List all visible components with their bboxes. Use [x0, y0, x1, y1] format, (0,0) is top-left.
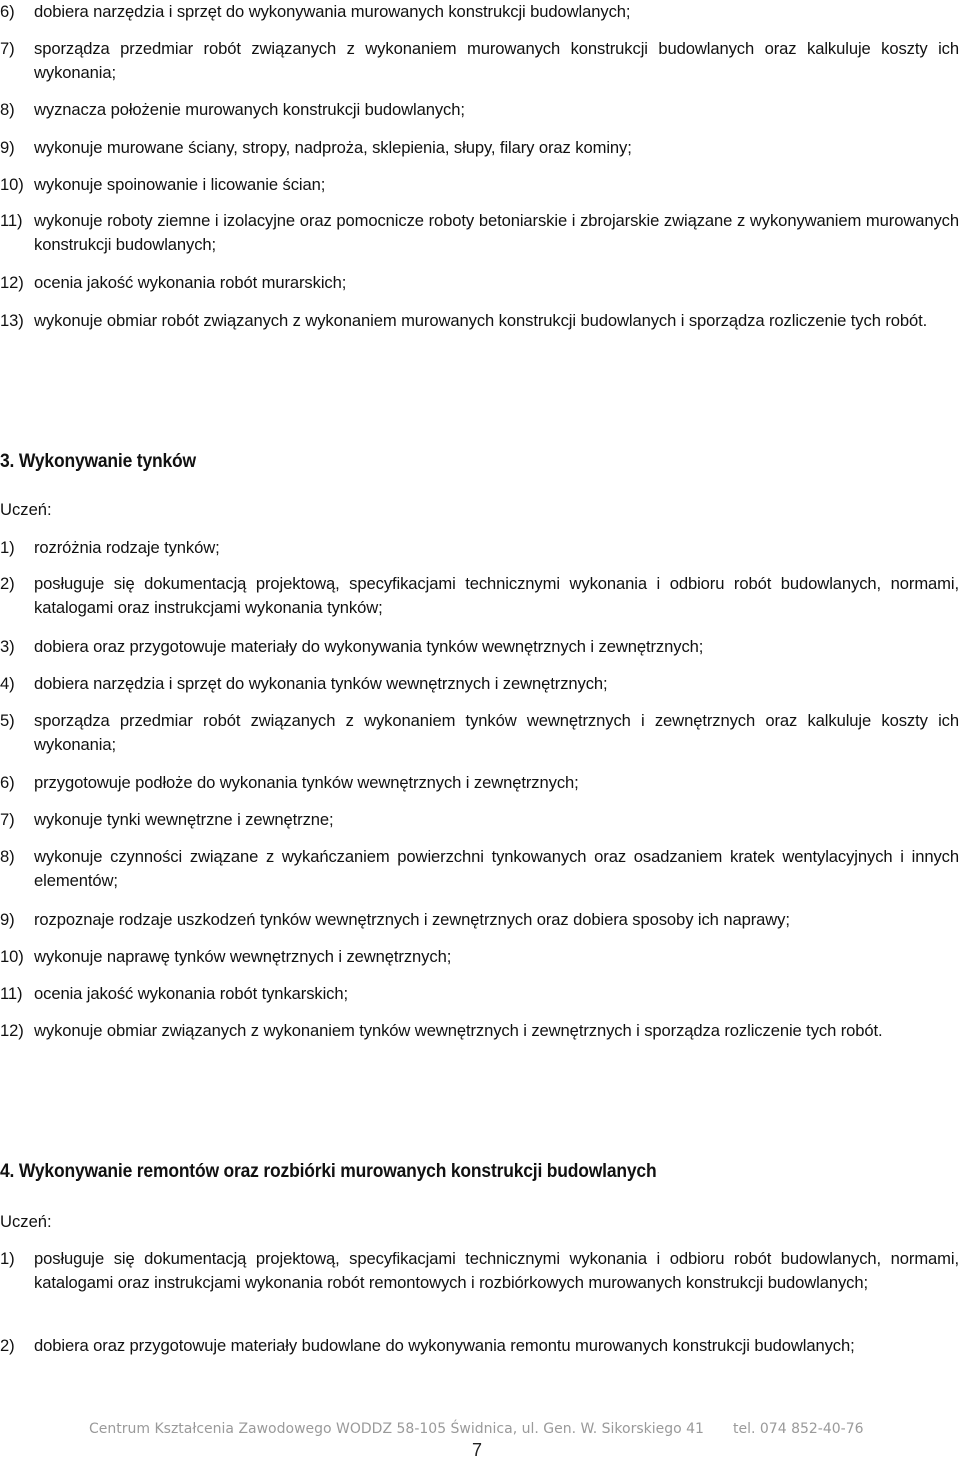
- item-text: dobiera oraz przygotowuje materiały do wykonywania tynków wewnętrznych i zewnętrznych;: [34, 637, 704, 656]
- section-label: Uczeń:: [0, 1212, 52, 1231]
- item-text: posługuje się dokumentacją projektową, specyfikacjami technicznymi wykonania i odbioru robót budowlanych, normami, katalogami oraz instrukcjami wykonania tynków;: [34, 574, 959, 617]
- list-item: [0, 945, 959, 969]
- item-text: dobiera narzędzia i sprzęt do wykonania tynków wewnętrznych i zewnętrznych;: [34, 674, 608, 693]
- list-item: [0, 0, 959, 24]
- item-number: 10): [0, 947, 24, 966]
- item-number: 12): [0, 273, 24, 292]
- item-number: 7): [0, 39, 15, 58]
- item-text: sporządza przedmiar robót związanych z wykonaniem murowanych konstrukcji budowlanych oraz kalkuluje koszty ich wykonania;: [34, 39, 959, 82]
- item-text: wykonuje spoinowanie i licowanie ścian;: [34, 175, 326, 194]
- list-item: [0, 572, 959, 620]
- item-number: 9): [0, 138, 15, 157]
- list-item: [0, 808, 959, 832]
- item-text: przygotowuje podłoże do wykonania tynków wewnętrznych i zewnętrznych;: [34, 773, 579, 792]
- item-text: wyznacza położenie murowanych konstrukcji budowlanych;: [34, 100, 465, 119]
- item-number: 3): [0, 637, 15, 656]
- list-item: [0, 309, 959, 333]
- list-item: [0, 173, 959, 197]
- page-footer: [0, 1417, 960, 1441]
- list-item: [0, 635, 959, 659]
- item-text: wykonuje czynności związane z wykańczaniem powierzchni tynkowanych oraz osadzaniem kratek wentylacyjnych i innych elementów;: [34, 847, 959, 890]
- list-item: [0, 37, 959, 85]
- list-item: [0, 209, 959, 257]
- item-number: 2): [0, 574, 15, 593]
- item-text: dobiera oraz przygotowuje materiały budowlane do wykonywania remontu murowanych konstrukcji budowlanych;: [34, 1336, 855, 1355]
- item-number: 11): [0, 211, 23, 230]
- item-number: 2): [0, 1336, 15, 1355]
- item-text: wykonuje tynki wewnętrzne i zewnętrzne;: [34, 810, 334, 829]
- section-heading: 4. Wykonywanie remontów oraz rozbiórki murowanych konstrukcji budowlanych: [0, 1161, 657, 1182]
- item-number: 4): [0, 674, 15, 693]
- item-number: 12): [0, 1021, 24, 1040]
- item-number: 9): [0, 910, 15, 929]
- footer-institution: Centrum Kształcenia Zawodowego WODDZ 58-105 Świdnica, ul. Gen. W. Sikorskiego 41: [89, 1421, 704, 1437]
- item-text: wykonuje naprawę tynków wewnętrznych i zewnętrznych;: [34, 947, 452, 966]
- item-text: rozróżnia rodzaje tynków;: [34, 538, 220, 557]
- item-number: 10): [0, 175, 24, 194]
- item-number: 6): [0, 2, 15, 21]
- list-item: [0, 709, 959, 757]
- item-number: 8): [0, 100, 15, 119]
- item-number: 6): [0, 773, 15, 792]
- list-item: [0, 771, 959, 795]
- item-text: ocenia jakość wykonania robót tynkarskich;: [34, 984, 349, 1003]
- item-number: 13): [0, 311, 24, 330]
- section-heading: 3. Wykonywanie tynków: [0, 451, 196, 472]
- list-item: [0, 1247, 959, 1295]
- item-number: 11): [0, 984, 23, 1003]
- item-number: 1): [0, 538, 15, 557]
- item-number: 5): [0, 711, 15, 730]
- section-label: Uczeń:: [0, 500, 52, 519]
- list-item: [0, 271, 959, 295]
- item-text: ocenia jakość wykonania robót murarskich;: [34, 273, 347, 292]
- list-item: [0, 982, 959, 1006]
- list-item: [0, 98, 959, 122]
- item-number: 8): [0, 847, 15, 866]
- list-item: [0, 136, 959, 160]
- footer-phone: tel. 074 852-40-76: [733, 1421, 864, 1437]
- list-item: [0, 845, 959, 893]
- list-item: [0, 1019, 959, 1043]
- item-text: wykonuje murowane ściany, stropy, nadproża, sklepienia, słupy, filary oraz kominy;: [34, 138, 632, 157]
- list-item: [0, 1334, 959, 1358]
- item-text: wykonuje obmiar związanych z wykonaniem tynków wewnętrznych i zewnętrznych i sporządza rozliczenie tych robót.: [34, 1021, 883, 1040]
- item-number: 1): [0, 1249, 15, 1268]
- list-item: [0, 536, 959, 560]
- page-number: 7: [472, 1440, 483, 1460]
- item-text: sporządza przedmiar robót związanych z wykonaniem tynków wewnętrznych i zewnętrznych oraz kalkuluje koszty ich wykonania;: [34, 711, 959, 754]
- item-text: wykonuje roboty ziemne i izolacyjne oraz pomocnicze roboty betoniarskie i zbrojarskie związane z wykonywaniem murowanych konstrukcji budowlanych;: [34, 211, 959, 254]
- item-text: rozpoznaje rodzaje uszkodzeń tynków wewnętrznych i zewnętrznych oraz dobiera sposoby ich naprawy;: [34, 910, 790, 929]
- item-text: posługuje się dokumentacją projektową, specyfikacjami technicznymi wykonania i odbioru robót budowlanych, normami, katalogami oraz instrukcjami wykonania robót remontowych i rozbiórkowych murowanych konstrukcji budowlanych;: [34, 1249, 959, 1292]
- item-number: 7): [0, 810, 15, 829]
- item-text: dobiera narzędzia i sprzęt do wykonywania murowanych konstrukcji budowlanych;: [34, 2, 631, 21]
- list-item: [0, 672, 959, 696]
- list-item: [0, 908, 959, 932]
- item-text: wykonuje obmiar robót związanych z wykonaniem murowanych konstrukcji budowlanych i sporządza rozliczenie tych robót.: [34, 311, 928, 330]
